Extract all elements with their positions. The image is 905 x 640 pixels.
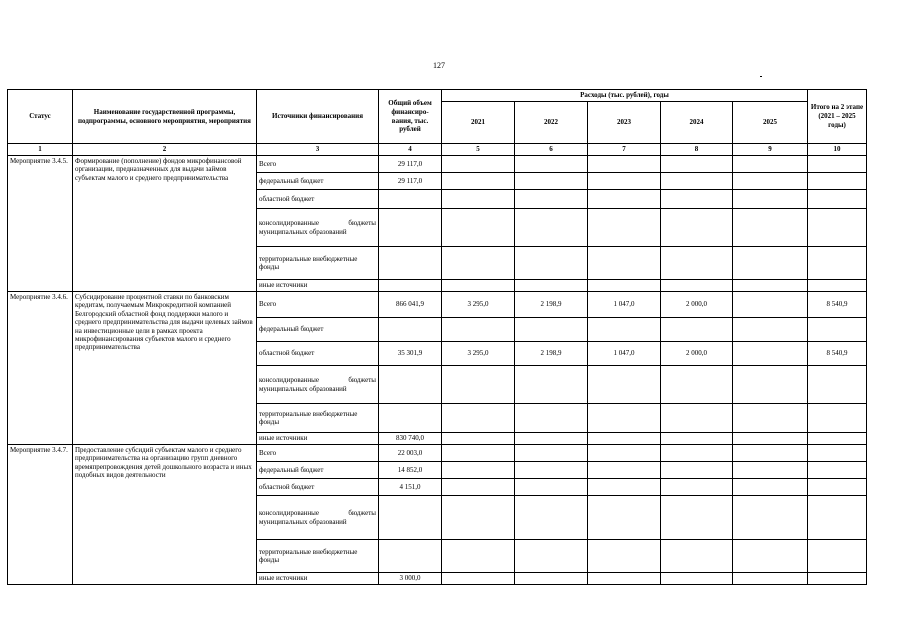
stage-total-cell xyxy=(808,404,867,433)
year-cell xyxy=(661,156,733,173)
year-cell xyxy=(661,540,733,573)
event-status: Мероприятие 3.4.7. xyxy=(8,445,73,585)
column-number: 9 xyxy=(733,144,808,156)
year-cell xyxy=(588,156,661,173)
event-name: Формирование (пополнение) фондов микрофинансовой организации, предназначенных для выдачи займов субъектам малого и среднего предпринимательства xyxy=(73,156,257,292)
page-number: 127 xyxy=(433,61,445,70)
column-numbers-row xyxy=(8,144,867,156)
year-cell: 3 295,0 xyxy=(442,292,515,318)
year-cell xyxy=(733,433,808,445)
year-cell xyxy=(661,445,733,462)
header-year: 2025 xyxy=(733,102,808,144)
financing-source: областной бюджет xyxy=(257,342,379,366)
year-cell xyxy=(442,318,515,342)
year-cell xyxy=(515,573,588,585)
table-row xyxy=(8,445,867,462)
stage-total-cell xyxy=(808,318,867,342)
year-cell xyxy=(442,190,515,209)
financing-source: иные источники xyxy=(257,573,379,585)
year-cell xyxy=(661,479,733,496)
financing-source: федеральный бюджет xyxy=(257,318,379,342)
year-cell: 2 000,0 xyxy=(661,342,733,366)
year-cell xyxy=(733,462,808,479)
year-cell xyxy=(442,173,515,190)
financing-source: консолидированные бюджеты муниципальных образований xyxy=(257,496,379,540)
stage-total-cell xyxy=(808,445,867,462)
financing-source: консолидированные бюджеты муниципальных образований xyxy=(257,366,379,404)
year-cell: 1 047,0 xyxy=(588,292,661,318)
year-cell xyxy=(588,404,661,433)
table-row xyxy=(8,156,867,173)
year-cell: 1 047,0 xyxy=(588,342,661,366)
total-cell xyxy=(379,190,442,209)
stage-total-cell: 8 540,9 xyxy=(808,342,867,366)
year-cell xyxy=(442,366,515,404)
year-cell xyxy=(515,462,588,479)
total-cell: 35 301,9 xyxy=(379,342,442,366)
header-year: 2024 xyxy=(661,102,733,144)
year-cell xyxy=(442,445,515,462)
year-cell xyxy=(661,318,733,342)
total-cell xyxy=(379,318,442,342)
year-cell xyxy=(442,496,515,540)
total-cell: 3 000,0 xyxy=(379,573,442,585)
total-cell xyxy=(379,280,442,292)
year-cell xyxy=(733,247,808,280)
event-status: Мероприятие 3.4.6. xyxy=(8,292,73,445)
year-cell xyxy=(661,280,733,292)
stage-total-cell xyxy=(808,540,867,573)
year-cell xyxy=(515,190,588,209)
year-cell xyxy=(661,209,733,247)
year-cell: 2 198,9 xyxy=(515,292,588,318)
year-cell: 2 000,0 xyxy=(661,292,733,318)
year-cell: 3 295,0 xyxy=(442,342,515,366)
year-cell xyxy=(733,342,808,366)
year-cell xyxy=(661,366,733,404)
year-cell xyxy=(442,433,515,445)
year-cell xyxy=(733,173,808,190)
year-cell xyxy=(515,209,588,247)
year-cell xyxy=(442,404,515,433)
column-number: 6 xyxy=(515,144,588,156)
financing-source: федеральный бюджет xyxy=(257,462,379,479)
financing-source: областной бюджет xyxy=(257,190,379,209)
year-cell xyxy=(588,280,661,292)
total-cell xyxy=(379,496,442,540)
total-cell: 4 151,0 xyxy=(379,479,442,496)
total-cell: 22 003,0 xyxy=(379,445,442,462)
year-cell xyxy=(442,156,515,173)
year-cell xyxy=(733,209,808,247)
financing-source: Всего xyxy=(257,292,379,318)
year-cell xyxy=(515,496,588,540)
financing-source: областной бюджет xyxy=(257,479,379,496)
event-status: Мероприятие 3.4.5. xyxy=(8,156,73,292)
financing-source: иные источники xyxy=(257,280,379,292)
header-year: 2022 xyxy=(515,102,588,144)
header-year: 2023 xyxy=(588,102,661,144)
column-number: 1 xyxy=(8,144,73,156)
year-cell xyxy=(442,280,515,292)
column-number: 2 xyxy=(73,144,257,156)
year-cell xyxy=(588,209,661,247)
stage-total-cell xyxy=(808,209,867,247)
financing-table xyxy=(7,89,867,585)
year-cell xyxy=(442,209,515,247)
header-expenses-group: Расходы (тыс. рублей), годы xyxy=(442,90,808,102)
year-cell xyxy=(515,445,588,462)
column-number: 5 xyxy=(442,144,515,156)
header-status: Статус xyxy=(8,90,73,144)
year-cell xyxy=(661,573,733,585)
stage-total-cell xyxy=(808,479,867,496)
stage-total-cell xyxy=(808,496,867,540)
year-cell xyxy=(733,280,808,292)
year-cell xyxy=(442,462,515,479)
year-cell xyxy=(515,366,588,404)
year-cell xyxy=(661,404,733,433)
total-cell: 866 041,9 xyxy=(379,292,442,318)
financing-source: Всего xyxy=(257,445,379,462)
year-cell: 2 198,9 xyxy=(515,342,588,366)
year-cell xyxy=(588,496,661,540)
year-cell xyxy=(588,433,661,445)
column-number: 7 xyxy=(588,144,661,156)
year-cell xyxy=(588,479,661,496)
year-cell xyxy=(588,540,661,573)
year-cell xyxy=(588,462,661,479)
financing-source: территориальные внебюджетные фонды xyxy=(257,404,379,433)
year-cell xyxy=(442,573,515,585)
year-cell xyxy=(733,573,808,585)
year-cell xyxy=(515,156,588,173)
year-cell xyxy=(442,540,515,573)
year-cell xyxy=(588,445,661,462)
year-cell xyxy=(733,404,808,433)
event-name: Субсидирование процентной ставки по банковским кредитам, получаемым Микрокредитной компанией Белгородский областной фонд поддержки малого и среднего предпринимательства для выдачи целевых займов на инвестиционные цели в рамках проекта микрофинансирования субъектов малого и среднего предпринимательства xyxy=(73,292,257,445)
year-cell xyxy=(515,479,588,496)
header-name: Наименование государственной программы, подпрограммы, основного мероприятия, мероприятия xyxy=(73,90,257,144)
year-cell xyxy=(588,318,661,342)
financing-source: федеральный бюджет xyxy=(257,173,379,190)
year-cell xyxy=(515,280,588,292)
year-cell xyxy=(733,190,808,209)
stage-total-cell xyxy=(808,247,867,280)
year-cell xyxy=(733,366,808,404)
stage-total-cell xyxy=(808,573,867,585)
year-cell xyxy=(515,540,588,573)
year-cell xyxy=(733,540,808,573)
year-cell xyxy=(515,173,588,190)
header-year: 2021 xyxy=(442,102,515,144)
column-number: 3 xyxy=(257,144,379,156)
year-cell xyxy=(661,496,733,540)
stage-total-cell xyxy=(808,156,867,173)
stage-total-cell: 8 540,9 xyxy=(808,292,867,318)
header-stage-total: Итого на 2 этапе (2021 – 2025 годы) xyxy=(808,90,867,144)
year-cell xyxy=(733,445,808,462)
year-cell xyxy=(515,318,588,342)
year-cell xyxy=(733,292,808,318)
total-cell xyxy=(379,247,442,280)
header-total-volume: Общий объем финансиро-вания, тыс. рублей xyxy=(379,90,442,144)
year-cell xyxy=(733,479,808,496)
year-cell xyxy=(588,173,661,190)
financing-source: территориальные внебюджетные фонды xyxy=(257,540,379,573)
year-cell xyxy=(661,247,733,280)
year-cell xyxy=(661,462,733,479)
year-cell xyxy=(733,318,808,342)
year-cell xyxy=(588,247,661,280)
total-cell: 29 117,0 xyxy=(379,156,442,173)
year-cell xyxy=(442,247,515,280)
total-cell: 29 117,0 xyxy=(379,173,442,190)
year-cell xyxy=(588,190,661,209)
financing-source: Всего xyxy=(257,156,379,173)
header-sources: Источники финансирования xyxy=(257,90,379,144)
year-cell xyxy=(515,433,588,445)
year-cell xyxy=(661,173,733,190)
stage-total-cell xyxy=(808,280,867,292)
event-name: Предоставление субсидий субъектам малого и среднего предпринимательства на организацию групп дневного времяпрепровождения детей дошкольного возраста и иных подобных видов деятельности xyxy=(73,445,257,585)
year-cell xyxy=(515,247,588,280)
total-cell: 14 852,0 xyxy=(379,462,442,479)
financing-source: консолидированные бюджеты муниципальных образований xyxy=(257,209,379,247)
year-cell xyxy=(515,404,588,433)
total-cell: 830 740,0 xyxy=(379,433,442,445)
column-number: 8 xyxy=(661,144,733,156)
year-cell xyxy=(442,479,515,496)
stage-total-cell xyxy=(808,173,867,190)
total-cell xyxy=(379,209,442,247)
year-cell xyxy=(588,366,661,404)
year-cell xyxy=(733,156,808,173)
column-number: 10 xyxy=(808,144,867,156)
stage-total-cell xyxy=(808,190,867,209)
year-cell xyxy=(661,190,733,209)
column-number: 4 xyxy=(379,144,442,156)
total-cell xyxy=(379,366,442,404)
stage-total-cell xyxy=(808,462,867,479)
stage-total-cell xyxy=(808,433,867,445)
total-cell xyxy=(379,404,442,433)
year-cell xyxy=(733,496,808,540)
total-cell xyxy=(379,540,442,573)
scan-dot xyxy=(760,76,762,77)
year-cell xyxy=(588,573,661,585)
financing-source: иные источники xyxy=(257,433,379,445)
stage-total-cell xyxy=(808,366,867,404)
financing-source: территориальные внебюджетные фонды xyxy=(257,247,379,280)
year-cell xyxy=(661,433,733,445)
table-row xyxy=(8,292,867,318)
